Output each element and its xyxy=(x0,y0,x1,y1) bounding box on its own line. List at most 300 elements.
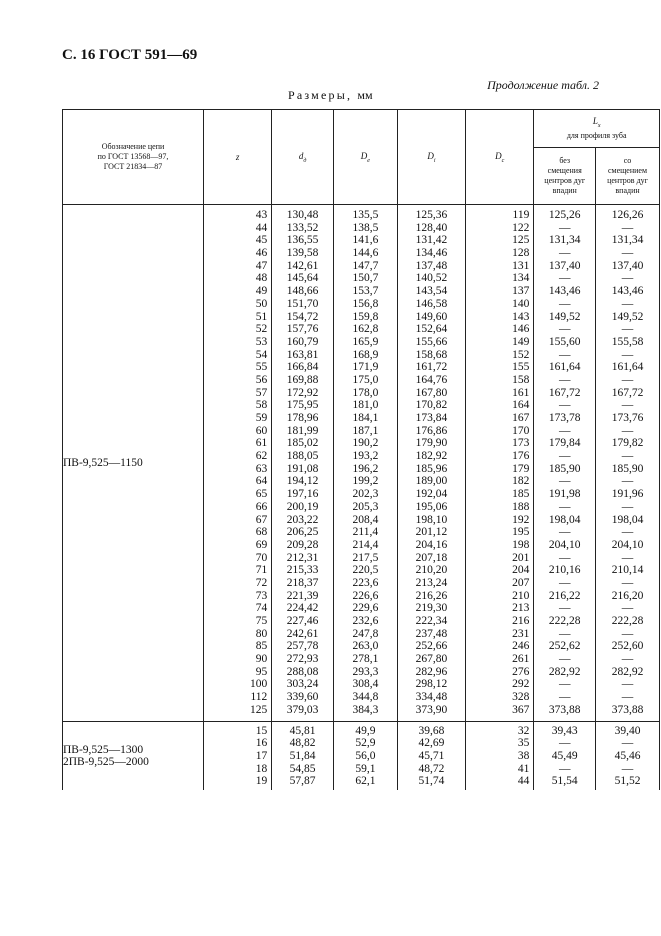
cell-z: 74 xyxy=(255,602,268,615)
cell-De: 202,3 xyxy=(352,488,379,501)
cell-Di: 176,86 xyxy=(415,424,448,437)
cell-Lx-no-shift: — xyxy=(558,576,571,589)
cell-z: 55 xyxy=(255,361,268,374)
cell-Lx-no-shift: — xyxy=(558,475,571,488)
cell-Di: 373,90 xyxy=(415,703,448,716)
cell-De: 199,2 xyxy=(352,475,379,488)
cell-De: 141,6 xyxy=(352,234,379,247)
header-designation-line: ГОСТ 21834—87 xyxy=(103,162,163,171)
cell-z: 72 xyxy=(255,576,268,589)
column-dd xyxy=(272,721,334,790)
column-Di xyxy=(397,721,465,790)
cell-z: 69 xyxy=(255,538,268,551)
cell-Lx-no-shift: 167,72 xyxy=(548,386,581,399)
cell-Lx-no-shift: 252,62 xyxy=(548,640,581,653)
cell-dd: 203,22 xyxy=(286,513,319,526)
cell-z: 62 xyxy=(255,450,268,463)
cell-Di: 51,74 xyxy=(418,775,445,788)
cell-Lx-with-shift: — xyxy=(621,373,634,386)
cell-dd: 139,58 xyxy=(286,247,319,260)
header-z: z xyxy=(203,110,271,205)
cell-dd: 215,33 xyxy=(286,564,319,577)
cell-Lx-no-shift: — xyxy=(558,297,571,310)
cell-Di: 201,12 xyxy=(415,526,448,539)
cell-dd: 172,92 xyxy=(286,386,319,399)
cell-dd: 218,37 xyxy=(286,576,319,589)
cell-Dc: 167 xyxy=(512,412,530,424)
cell-Di: 158,68 xyxy=(415,348,448,361)
cell-Di: 152,64 xyxy=(415,323,448,336)
column-dd xyxy=(272,205,334,722)
units-label xyxy=(288,88,373,103)
cell-Lx-with-shift: 191,96 xyxy=(611,488,644,501)
cell-Lx-no-shift: 216,22 xyxy=(548,589,581,602)
cell-Lx-with-shift: — xyxy=(621,500,634,513)
cell-Lx-with-shift: 179,82 xyxy=(611,437,644,450)
header-Di: $D_i$ xyxy=(397,110,465,205)
cell-Lx-with-shift: 185,90 xyxy=(611,462,644,475)
cell-dd: 206,25 xyxy=(286,526,319,539)
cell-Lx-no-shift: — xyxy=(558,762,571,775)
cell-z: 52 xyxy=(255,323,268,336)
cell-De: 196,2 xyxy=(352,462,379,475)
cell-Lx-no-shift: — xyxy=(558,247,571,260)
cell-Lx-with-shift: 131,34 xyxy=(611,234,644,247)
cell-De: 344,8 xyxy=(352,691,379,704)
cell-Lx-with-shift: 161,64 xyxy=(611,361,644,374)
cell-De: 193,2 xyxy=(352,450,379,463)
column-Lx-with-shift xyxy=(596,721,660,790)
cell-Lx-no-shift: 125,26 xyxy=(548,209,581,221)
cell-z: 50 xyxy=(255,297,268,310)
cell-Di: 282,96 xyxy=(415,665,448,678)
table-header xyxy=(63,110,660,205)
cell-Lx-no-shift: — xyxy=(558,500,571,513)
cell-Lx-no-shift: — xyxy=(558,737,571,750)
cell-Lx-with-shift: 373,88 xyxy=(611,703,644,716)
cell-Lx-with-shift: — xyxy=(621,247,634,260)
cell-Di: 267,80 xyxy=(415,653,448,666)
header-designation-line: Обозначение цепи xyxy=(101,142,165,151)
cell-Lx-with-shift: 210,14 xyxy=(611,564,644,577)
cell-Lx-with-shift: — xyxy=(621,653,634,666)
cell-Lx-with-shift: — xyxy=(621,450,634,463)
cell-Dc: 213 xyxy=(512,602,530,615)
cell-z: 16 xyxy=(255,737,268,750)
column-Dc xyxy=(466,721,534,790)
cell-dd: 151,70 xyxy=(286,297,319,310)
cell-Lx-no-shift: 185,90 xyxy=(548,462,581,475)
cell-Lx-no-shift: 45,49 xyxy=(551,749,578,762)
chain-designation xyxy=(63,721,204,790)
cell-Dc: 246 xyxy=(512,640,530,653)
cell-De: 214,4 xyxy=(352,538,379,551)
cell-z: 59 xyxy=(255,412,268,424)
cell-Di: 143,54 xyxy=(415,285,448,298)
cell-De: 263,0 xyxy=(352,640,379,653)
cell-De: 162,8 xyxy=(352,323,379,336)
cell-Lx-no-shift: — xyxy=(558,602,571,615)
column-De xyxy=(333,205,397,722)
cell-Di: 167,80 xyxy=(415,386,448,399)
cell-Lx-with-shift: — xyxy=(621,348,634,361)
cell-Lx-no-shift: 373,88 xyxy=(548,703,581,716)
cell-Lx-with-shift: 222,28 xyxy=(611,615,644,627)
cell-z: 63 xyxy=(255,462,268,475)
cell-Dc: 185 xyxy=(512,488,530,501)
cell-dd: 48,82 xyxy=(289,737,316,750)
cell-z: 49 xyxy=(255,285,268,298)
cell-z: 43 xyxy=(255,209,268,221)
cell-Lx-with-shift: 167,72 xyxy=(611,386,644,399)
cell-dd: 157,76 xyxy=(286,323,319,336)
cell-z: 58 xyxy=(255,399,268,412)
cell-Di: 185,96 xyxy=(415,462,448,475)
cell-Lx-no-shift: — xyxy=(558,691,571,704)
designation-line: ПВ-9,525—1150 xyxy=(63,456,143,469)
cell-Lx-with-shift: 216,20 xyxy=(611,589,644,602)
cell-Lx-with-shift: — xyxy=(621,221,634,234)
cell-Di: 149,60 xyxy=(415,310,448,323)
cell-z: 67 xyxy=(255,513,268,526)
cell-z: 46 xyxy=(255,247,268,260)
cell-z: 80 xyxy=(255,627,268,640)
cell-Lx-no-shift: 173,78 xyxy=(548,412,581,424)
cell-Di: 182,92 xyxy=(415,450,448,463)
cell-De: 135,5 xyxy=(352,209,379,221)
cell-Di: 298,12 xyxy=(415,678,448,691)
cell-Lx-with-shift: — xyxy=(621,526,634,539)
cell-Dc: 173 xyxy=(512,437,530,450)
cell-Dc: 122 xyxy=(512,221,530,234)
cell-Dc: 231 xyxy=(512,627,530,640)
column-z xyxy=(203,721,271,790)
cell-Di: 131,42 xyxy=(415,234,448,247)
cell-Di: 252,66 xyxy=(415,640,448,653)
cell-dd: 188,05 xyxy=(286,450,319,463)
cell-dd: 288,08 xyxy=(286,665,319,678)
chain-designation xyxy=(63,205,204,722)
cell-De: 223,6 xyxy=(352,576,379,589)
cell-dd: 154,72 xyxy=(286,310,319,323)
cell-Dc: 176 xyxy=(512,450,530,463)
cell-z: 53 xyxy=(255,335,268,348)
cell-Lx-no-shift: — xyxy=(558,272,571,285)
cell-Di: 207,18 xyxy=(415,551,448,564)
cell-dd: 197,16 xyxy=(286,488,319,501)
cell-Di: 164,76 xyxy=(415,373,448,386)
cell-Lx-with-shift: — xyxy=(621,551,634,564)
cell-z: 18 xyxy=(255,762,268,775)
cell-Lx-no-shift: 149,52 xyxy=(548,310,581,323)
cell-Lx-no-shift: 222,28 xyxy=(548,615,581,627)
cell-Lx-no-shift: — xyxy=(558,551,571,564)
column-De xyxy=(333,721,397,790)
cell-Dc: 125 xyxy=(512,234,530,247)
table-continuation-label: Продолжение табл. 2 xyxy=(487,78,599,92)
cell-Di: 213,24 xyxy=(415,576,448,589)
cell-Di: 170,82 xyxy=(415,399,448,412)
cell-z: 44 xyxy=(255,221,268,234)
cell-Lx-with-shift: — xyxy=(621,678,634,691)
cell-dd: 212,31 xyxy=(286,551,319,564)
cell-Lx-with-shift: — xyxy=(621,399,634,412)
cell-dd: 379,03 xyxy=(286,703,319,716)
cell-De: 156,8 xyxy=(352,297,379,310)
cell-dd: 160,79 xyxy=(286,335,319,348)
table-row xyxy=(63,205,660,722)
cell-dd: 45,81 xyxy=(289,724,316,737)
table-group-pv1300 xyxy=(63,721,660,790)
cell-z: 47 xyxy=(255,259,268,272)
cell-Lx-no-shift: — xyxy=(558,323,571,336)
cell-z: 64 xyxy=(255,475,268,488)
cell-dd: 148,66 xyxy=(286,285,319,298)
cell-dd: 303,24 xyxy=(286,678,319,691)
cell-Lx-with-shift: 155,58 xyxy=(611,335,644,348)
cell-Lx-with-shift: 45,46 xyxy=(614,749,641,762)
table-row xyxy=(63,721,660,790)
cell-Dc: 188 xyxy=(512,500,530,513)
cell-Lx-no-shift: 131,34 xyxy=(548,234,581,247)
cell-dd: 57,87 xyxy=(289,775,316,788)
cell-Lx-with-shift: 51,52 xyxy=(614,775,641,788)
cell-dd: 130,48 xyxy=(286,209,319,221)
header-Dc: $D_c$ xyxy=(466,110,534,205)
cell-dd: 54,85 xyxy=(289,762,316,775)
cell-z: 90 xyxy=(255,653,268,666)
cell-Lx-with-shift: 173,76 xyxy=(611,412,644,424)
cell-dd: 224,42 xyxy=(286,602,319,615)
table-group-pv1150 xyxy=(63,205,660,722)
cell-dd: 133,52 xyxy=(286,221,319,234)
cell-De: 211,4 xyxy=(352,526,379,539)
cell-De: 308,4 xyxy=(352,678,379,691)
units-label-unit: мм xyxy=(357,88,373,102)
cell-Dc: 155 xyxy=(512,361,530,374)
cell-Lx-no-shift: 155,60 xyxy=(548,335,581,348)
cell-Di: 173,84 xyxy=(415,412,448,424)
cell-Di: 125,36 xyxy=(415,209,448,221)
cell-Dc: 131 xyxy=(512,259,530,272)
cell-Di: 216,26 xyxy=(415,589,448,602)
cell-Dc: 152 xyxy=(512,348,530,361)
cell-dd: 136,55 xyxy=(286,234,319,247)
cell-z: 112 xyxy=(250,691,268,704)
cell-Lx-with-shift: — xyxy=(621,737,634,750)
cell-Lx-no-shift: 161,64 xyxy=(548,361,581,374)
cell-Di: 237,48 xyxy=(415,627,448,640)
cell-dd: 272,93 xyxy=(286,653,319,666)
cell-Lx-with-shift: — xyxy=(621,297,634,310)
cell-Lx-no-shift: 179,84 xyxy=(548,437,581,450)
cell-Di: 195,06 xyxy=(415,500,448,513)
cell-De: 220,5 xyxy=(352,564,379,577)
cell-Dc: 195 xyxy=(512,526,530,539)
cell-z: 54 xyxy=(255,348,268,361)
cell-Lx-no-shift: 204,10 xyxy=(548,538,581,551)
cell-Lx-no-shift: — xyxy=(558,373,571,386)
cell-Lx-with-shift: 126,26 xyxy=(611,209,644,221)
cell-dd: 191,08 xyxy=(286,462,319,475)
cell-Lx-no-shift: — xyxy=(558,627,571,640)
header-no-shift: без смещения центров дуг впадин xyxy=(534,148,596,205)
cell-Lx-no-shift: — xyxy=(558,450,571,463)
designation-line: ПВ-9,525—1300 xyxy=(63,743,144,756)
cell-dd: 163,81 xyxy=(286,348,319,361)
cell-z: 60 xyxy=(255,424,268,437)
cell-dd: 142,61 xyxy=(286,259,319,272)
cell-dd: 178,96 xyxy=(286,412,319,424)
cell-z: 61 xyxy=(255,437,268,450)
cell-De: 175,0 xyxy=(352,373,379,386)
cell-Lx-with-shift: 39,40 xyxy=(614,724,641,737)
cell-Di: 137,48 xyxy=(415,259,448,272)
units-label-main: Размеры, xyxy=(288,88,353,102)
cell-Dc: 140 xyxy=(512,297,530,310)
cell-z: 70 xyxy=(255,551,268,564)
cell-De: 62,1 xyxy=(355,775,376,788)
cell-Dc: 32 xyxy=(517,724,530,737)
cell-De: 56,0 xyxy=(355,749,376,762)
cell-Lx-no-shift: 143,46 xyxy=(548,285,581,298)
cell-Di: 155,66 xyxy=(415,335,448,348)
cell-z: 95 xyxy=(255,665,268,678)
cell-Lx-with-shift: — xyxy=(621,576,634,589)
cell-Lx-no-shift: — xyxy=(558,348,571,361)
cell-dd: 221,39 xyxy=(286,589,319,602)
cell-De: 187,1 xyxy=(352,424,379,437)
cell-De: 278,1 xyxy=(352,653,379,666)
cell-dd: 227,46 xyxy=(286,615,319,627)
cell-z: 75 xyxy=(255,615,268,627)
cell-Lx-no-shift: — xyxy=(558,424,571,437)
cell-Di: 192,04 xyxy=(415,488,448,501)
cell-Di: 146,58 xyxy=(415,297,448,310)
cell-Dc: 179 xyxy=(512,462,530,475)
cell-Di: 45,71 xyxy=(418,749,445,762)
cell-De: 181,0 xyxy=(352,399,379,412)
cell-dd: 185,02 xyxy=(286,437,319,450)
cell-dd: 200,19 xyxy=(286,500,319,513)
cell-z: 17 xyxy=(255,749,268,762)
cell-Dc: 367 xyxy=(512,703,530,716)
cell-De: 52,9 xyxy=(355,737,376,750)
cell-z: 19 xyxy=(255,775,268,788)
cell-Di: 39,68 xyxy=(418,724,445,737)
cell-Lx-no-shift: 282,92 xyxy=(548,665,581,678)
cell-dd: 194,12 xyxy=(286,475,319,488)
cell-Dc: 44 xyxy=(517,775,530,788)
header-Lx-symbol: $L_x$ xyxy=(592,116,601,129)
cell-Dc: 149 xyxy=(512,335,530,348)
cell-De: 178,0 xyxy=(352,386,379,399)
cell-z: 48 xyxy=(255,272,268,285)
cell-dd: 51,84 xyxy=(289,749,316,762)
cell-Di: 210,20 xyxy=(415,564,448,577)
cell-De: 144,6 xyxy=(352,247,379,260)
cell-Di: 204,16 xyxy=(415,538,448,551)
cell-Lx-with-shift: — xyxy=(621,627,634,640)
cell-De: 171,9 xyxy=(352,361,379,374)
cell-Dc: 210 xyxy=(512,589,530,602)
cell-Dc: 182 xyxy=(512,475,530,488)
cell-dd: 175,95 xyxy=(286,399,319,412)
cell-De: 168,9 xyxy=(352,348,379,361)
cell-Lx-no-shift: 51,54 xyxy=(551,775,578,788)
cell-Dc: 158 xyxy=(512,373,530,386)
cell-Dc: 134 xyxy=(512,272,530,285)
cell-Di: 48,72 xyxy=(418,762,445,775)
cell-Lx-with-shift: — xyxy=(621,691,634,704)
cell-Dc: 143 xyxy=(512,310,530,323)
cell-Lx-no-shift: — xyxy=(558,221,571,234)
cell-Di: 222,34 xyxy=(415,615,448,627)
cell-Dc: 137 xyxy=(512,285,530,298)
cell-z: 125 xyxy=(250,703,268,716)
cell-De: 153,7 xyxy=(352,285,379,298)
cell-Lx-with-shift: 143,46 xyxy=(611,285,644,298)
dimensions-table xyxy=(62,109,660,790)
cell-Di: 179,90 xyxy=(415,437,448,450)
cell-De: 232,6 xyxy=(352,615,379,627)
cell-De: 159,8 xyxy=(352,310,379,323)
cell-Dc: 201 xyxy=(512,551,530,564)
cell-Lx-with-shift: 282,92 xyxy=(611,665,644,678)
cell-De: 165,9 xyxy=(352,335,379,348)
column-Lx-with-shift xyxy=(596,205,660,722)
cell-z: 56 xyxy=(255,373,268,386)
cell-De: 150,7 xyxy=(352,272,379,285)
cell-Lx-with-shift: — xyxy=(621,424,634,437)
cell-dd: 257,78 xyxy=(286,640,319,653)
cell-De: 247,8 xyxy=(352,627,379,640)
cell-De: 293,3 xyxy=(352,665,379,678)
cell-Dc: 192 xyxy=(512,513,530,526)
cell-Lx-with-shift: 137,40 xyxy=(611,259,644,272)
column-Lx-no-shift xyxy=(534,205,596,722)
cell-Dc: 204 xyxy=(512,564,530,577)
cell-Dc: 328 xyxy=(512,691,530,704)
cell-Lx-no-shift: 198,04 xyxy=(548,513,581,526)
header-dd: $d_д$ xyxy=(272,110,334,205)
cell-Lx-with-shift: 204,10 xyxy=(611,538,644,551)
cell-De: 208,4 xyxy=(352,513,379,526)
cell-Dc: 207 xyxy=(512,576,530,589)
cell-Dc: 292 xyxy=(512,678,530,691)
cell-z: 57 xyxy=(255,386,268,399)
cell-Dc: 216 xyxy=(512,615,530,627)
header-designation-line: по ГОСТ 13568—97, xyxy=(97,152,169,161)
cell-De: 184,1 xyxy=(352,412,379,424)
cell-Lx-no-shift: 191,98 xyxy=(548,488,581,501)
cell-Di: 140,52 xyxy=(415,272,448,285)
cell-Lx-with-shift: 252,60 xyxy=(611,640,644,653)
cell-dd: 169,88 xyxy=(286,373,319,386)
cell-dd: 166,84 xyxy=(286,361,319,374)
cell-Dc: 119 xyxy=(512,209,530,221)
cell-De: 138,5 xyxy=(352,221,379,234)
cell-z: 100 xyxy=(250,678,268,691)
cell-Di: 128,40 xyxy=(415,221,448,234)
cell-Di: 334,48 xyxy=(415,691,448,704)
cell-Di: 161,72 xyxy=(415,361,448,374)
cell-Dc: 161 xyxy=(512,386,530,399)
cell-Di: 198,10 xyxy=(415,513,448,526)
header-Lx-desc: для профиля зуба xyxy=(566,130,627,140)
cell-Di: 134,46 xyxy=(415,247,448,260)
cell-z: 51 xyxy=(255,310,268,323)
